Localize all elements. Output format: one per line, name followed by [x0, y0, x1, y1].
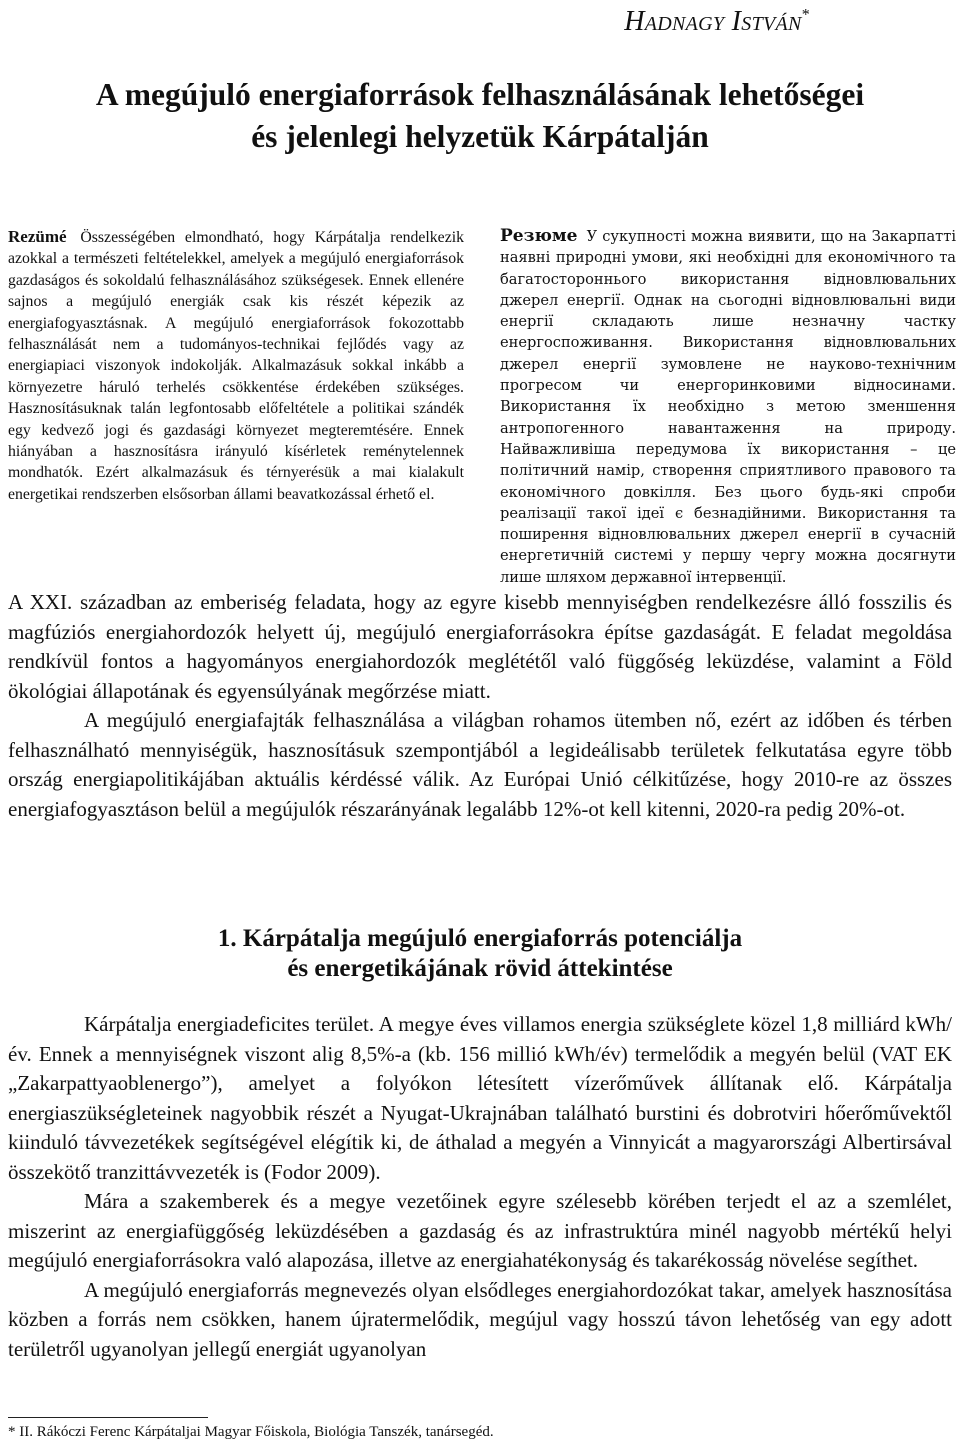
paper-title	[0, 74, 960, 158]
abstract-hu-text: Összességében elmondható, hogy Kárpátalja rendelkezik azokkal a természeti feltételekkel, amelyek a megújuló energiaforrások gazdaságos és sokoldalú felhasználásához szükségesek. Ennek ellenére sajnos a megújuló energiák csak kis részét képezik az energiafogyasztásnak. A megújuló energiaforrások fokozottabb felhasználását nem a tudományos-technikai fejlődés vagy az energiapiaci viszonyok indokolják. Alkalmazásuk sokkal inkább a környezetre háruló terhelés csökkentése érdekében szükséges. Hasznosításuknak talán legfontosabb előfeltétele a politikai szándék egy kedvező jogi és gazdasági környezet megteremtésére. Ennek hiányában a hasznosításra irányuló kísérletek reménytelennek mondhatók. Ezért alkalmazásuk és térnyerésük a mai kialakult energetikai rendszerben elsősorban állami beavatkozással érhető el.	[8, 229, 464, 503]
introduction	[8, 588, 952, 824]
author-text: Hadnagy István	[624, 6, 802, 37]
footnote-divider	[8, 1417, 208, 1418]
section-1-heading-line-1: 1. Kárpátalja megújuló energiaforrás potenciálja	[217, 925, 743, 952]
abstract-hungarian	[8, 226, 464, 505]
abstract-ukrainian	[500, 226, 956, 588]
section-1-paragraph-3: A megújuló energiaforrás megnevezés olyan elsődleges energiahordozókat takar, amelyek hasznosítása közben a forrás nem csökken, hanem újratermelődik, megújul vagy hosszú távon lehetőség van egy adott területről ugyanolyan jellegű energiát ugyanolyan	[8, 1277, 952, 1361]
author-footnote-mark: *	[801, 6, 810, 24]
section-1-body	[8, 1010, 952, 1364]
author-name	[624, 6, 810, 38]
abstract-ua-text: У сукупності можна виявити, що на Закарпатті наявні природні умови, які необхідні для економічного та багатостороннього використання відновлювальних джерел енергії. Однак на сьогодні відновлювальні види енергії складають лише незначну частку енергоспоживання. Використання відновлювальних джерел енергії зумовлене не науково-технічним прогресом чи енергоринковими відносинами. Використання їх необхідно з метою зменшення антропогенного навантаження на природу. Найважливіша передумова їх використання – це політичний намір, створення сприятливого правового та економічного довкілля. Без цього будь-які спроби реалізації такої ідеї є безнадійними. Використання та поширення відновлювальних джерел енергії в сучасній енергетичній системі у першу чергу можна досягнути лише шляхом державної інтервенції.	[500, 228, 956, 586]
title-line-1: A megújuló energiaforrások felhasználásának lehetőségei	[95, 77, 865, 112]
intro-paragraph-2: A megújuló energiafajták felhasználása a világban rohamos ütemben nő, ezért az időben és térben felhasználható mennyiségük, hasznosításuk szempontjából a legideálisabb területek felkutatása egyre több ország energiapolitikájában aktuális kérdéssé válik. Az Európai Unió célkitűzése, hogy 2010-re az összes energiafogyasztáson belül a megújulók részarányának legalább 12%-ot kell kitenni, 2020-ra pedig 20%-ot.	[8, 708, 952, 821]
section-1-paragraph-2: Mára a szakemberek és a megye vezetőinek egyre szélesebb körében terjedt el az a szemlélet, miszerint az energiafüggőség leküzdésében a gazdaság és az infrastruktúra minél nagyobb mértékű helyi megújuló energiaforrásokra való alapozása, illetve az energiahatékonyság és takarékosság növelése segíthet.	[8, 1189, 952, 1272]
section-1-heading	[0, 924, 960, 984]
title-line-2: és jelenlegi helyzetük Kárpátalján	[251, 119, 709, 154]
section-1-heading-line-2: és energetikájának rövid áttekintése	[287, 955, 673, 982]
section-1-paragraph-1: Kárpátalja energiadeficites terület. A megye éves villamos energia szükséglete közel 1,8 milliárd kWh/év. Ennek a mennyiségnek viszont alig 8,5%-a (kb. 156 millió kWh/év) termelődik a megyén belül (VAT EK „Zakarpattyaoblenergo”), amelyet a folyókon létesített vízerőművek állítanak elő. Kárpátalja energiaszükségleteinek nagyobbik részét a Nyugat-Ukrajnában található burstini és dobrotviri hőerőművektől kiinduló távvezetékek segítségével elégítik ki, de áthalad a megyén a Vinnyicát a magyarországi Albertirsával összekötő tranzittávvezeték is (Fodor 2009).	[8, 1012, 952, 1184]
intro-paragraph-1: A XXI. században az emberiség feladata, hogy az egyre kisebb mennyiségben rendelkezésre álló fosszilis és magfúziós energiahordozók helyett új, megújuló energiaforrásokra építse gazdaságát. E feladat megoldása rendkívül fontos a hagyományos energiahordozók meglététől való függőség leküzdése, valamint a Föld ökológiai állapotának és egyensúlyának megőrzése miatt.	[8, 590, 952, 703]
footnote: * II. Rákóczi Ferenc Kárpátaljai Magyar Főiskola, Biológia Tanszék, tanársegéd.	[8, 1424, 494, 1440]
abstract-ua-label: Резюме	[500, 226, 578, 246]
abstract-hu-label: Rezümé	[8, 227, 67, 246]
